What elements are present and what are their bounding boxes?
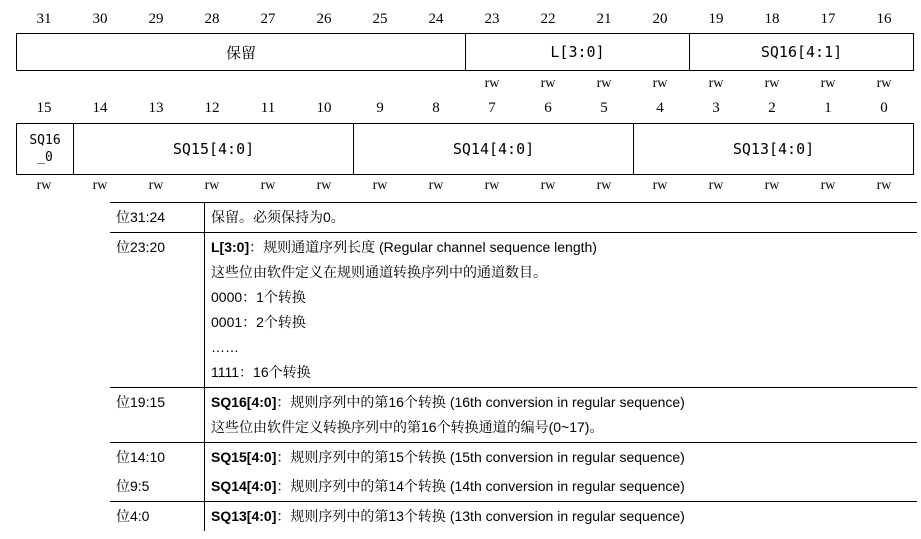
access-type: rw xyxy=(708,76,724,91)
access-type: rw xyxy=(596,76,612,91)
desc-line: 0001：2个转换 xyxy=(211,314,306,330)
bit-range: 位19:15 xyxy=(110,388,205,443)
bit-range: 位31:24 xyxy=(110,203,205,233)
bit-description-table xyxy=(110,202,917,531)
access-type: rw xyxy=(596,178,612,193)
bit-number: 1 xyxy=(824,100,832,116)
bit-number: 12 xyxy=(204,100,220,116)
bit-description xyxy=(205,388,918,443)
field-label-line1: SQ16 xyxy=(29,133,61,148)
access-type: rw xyxy=(820,76,836,91)
field-title: ：规则序列中的第15个转换 (15th conversion in regular sequence) xyxy=(276,449,685,465)
bit-number: 21 xyxy=(596,11,612,27)
access-type: rw xyxy=(148,178,164,193)
access-type: rw xyxy=(316,178,332,193)
field-sq16-bit0 xyxy=(16,123,74,175)
desc-line: …… xyxy=(211,339,239,355)
bit-number: 16 xyxy=(876,11,892,27)
bit-description xyxy=(205,443,918,502)
bit-number: 4 xyxy=(656,100,664,116)
bit-number: 3 xyxy=(712,100,720,116)
access-type: rw xyxy=(876,76,892,91)
bit-description xyxy=(205,233,918,388)
bit-number: 13 xyxy=(148,100,164,116)
bit-number: 11 xyxy=(260,100,276,116)
access-type: rw xyxy=(36,178,52,193)
field-reserved xyxy=(16,33,466,71)
bit-number: 30 xyxy=(92,11,108,27)
field-label: 保留 xyxy=(225,43,256,62)
field-label: SQ13[4:0] xyxy=(732,140,815,158)
field-sq13 xyxy=(633,123,914,175)
field-sq15 xyxy=(73,123,354,175)
field-label: SQ14[4:0] xyxy=(452,140,535,158)
bit-description xyxy=(205,502,918,532)
bit-number: 10 xyxy=(316,100,332,116)
access-type: rw xyxy=(484,178,500,193)
field-label: SQ15[4:0] xyxy=(172,140,255,158)
bit-number: 6 xyxy=(544,100,552,116)
access-type: rw xyxy=(92,178,108,193)
bit-number: 15 xyxy=(36,100,52,116)
access-type: rw xyxy=(876,178,892,193)
bit-number: 0 xyxy=(880,100,888,116)
field-label-line2: _0 xyxy=(37,150,53,165)
access-type: rw xyxy=(484,76,500,91)
field-sq16-high xyxy=(689,33,914,71)
table-row xyxy=(110,203,917,233)
bit-range: 位23:20 xyxy=(110,233,205,388)
access-type: rw xyxy=(540,76,556,91)
field-label: SQ16[4:1] xyxy=(760,43,843,61)
desc-line: 这些位由软件定义在规则通道转换序列中的通道数目。 xyxy=(211,264,547,280)
field-name: SQ14[4:0] xyxy=(211,478,277,494)
field-l xyxy=(465,33,690,71)
access-type: rw xyxy=(652,178,668,193)
bit-range: 位14:10 位9:5 xyxy=(110,443,205,502)
bit-number: 9 xyxy=(376,100,384,116)
bit-number: 28 xyxy=(204,11,220,27)
desc-line: 1111：16个转换 xyxy=(211,364,311,380)
bit-number: 7 xyxy=(488,100,496,116)
bit-number: 8 xyxy=(432,100,440,116)
bit-number: 17 xyxy=(820,11,836,27)
field-title: ：规则序列中的第16个转换 (16th conversion in regular sequence) xyxy=(276,394,685,410)
bit-number: 25 xyxy=(372,11,388,27)
bit-number: 27 xyxy=(260,11,276,27)
table-row xyxy=(110,502,917,532)
access-type: rw xyxy=(428,178,444,193)
field-name: L[3:0] xyxy=(211,239,250,255)
field-title: ：规则通道序列长度 (Regular channel sequence length) xyxy=(249,239,597,255)
bit-number: 26 xyxy=(316,11,332,27)
desc-line: 这些位由软件定义转换序列中的第16个转换通道的编号(0~17)。 xyxy=(211,419,604,435)
access-type: rw xyxy=(652,76,668,91)
access-type: rw xyxy=(764,76,780,91)
bit-number: 29 xyxy=(148,11,164,27)
access-type: rw xyxy=(372,178,388,193)
desc-line: 0000：1个转换 xyxy=(211,289,306,305)
bit-number: 23 xyxy=(484,11,500,27)
bit-number: 2 xyxy=(768,100,776,116)
access-type: rw xyxy=(540,178,556,193)
field-title: ：规则序列中的第14个转换 (14th conversion in regular sequence) xyxy=(276,478,685,494)
field-sq14 xyxy=(353,123,634,175)
bit-number: 18 xyxy=(764,11,780,27)
bit-description: 保留。必须保持为0。 xyxy=(205,203,918,233)
table-row xyxy=(110,388,917,443)
field-title: ：规则序列中的第13个转换 (13th conversion in regular sequence) xyxy=(276,508,685,524)
table-row xyxy=(110,233,917,388)
access-type: rw xyxy=(764,178,780,193)
table-row xyxy=(110,443,917,502)
access-type: rw xyxy=(260,178,276,193)
bit-number: 22 xyxy=(540,11,556,27)
bit-number: 14 xyxy=(92,100,108,116)
field-name: SQ15[4:0] xyxy=(211,449,277,465)
bit-number: 20 xyxy=(652,11,668,27)
bit-number: 31 xyxy=(36,11,52,27)
access-type: rw xyxy=(204,178,220,193)
bit-number: 5 xyxy=(600,100,608,116)
field-name: SQ13[4:0] xyxy=(211,508,277,524)
access-type: rw xyxy=(820,178,836,193)
bit-range: 位4:0 xyxy=(110,502,205,532)
field-label: L[3:0] xyxy=(550,43,605,61)
bit-number: 19 xyxy=(708,11,724,27)
access-type: rw xyxy=(708,178,724,193)
bit-number: 24 xyxy=(428,11,444,27)
field-name: SQ16[4:0] xyxy=(211,394,277,410)
